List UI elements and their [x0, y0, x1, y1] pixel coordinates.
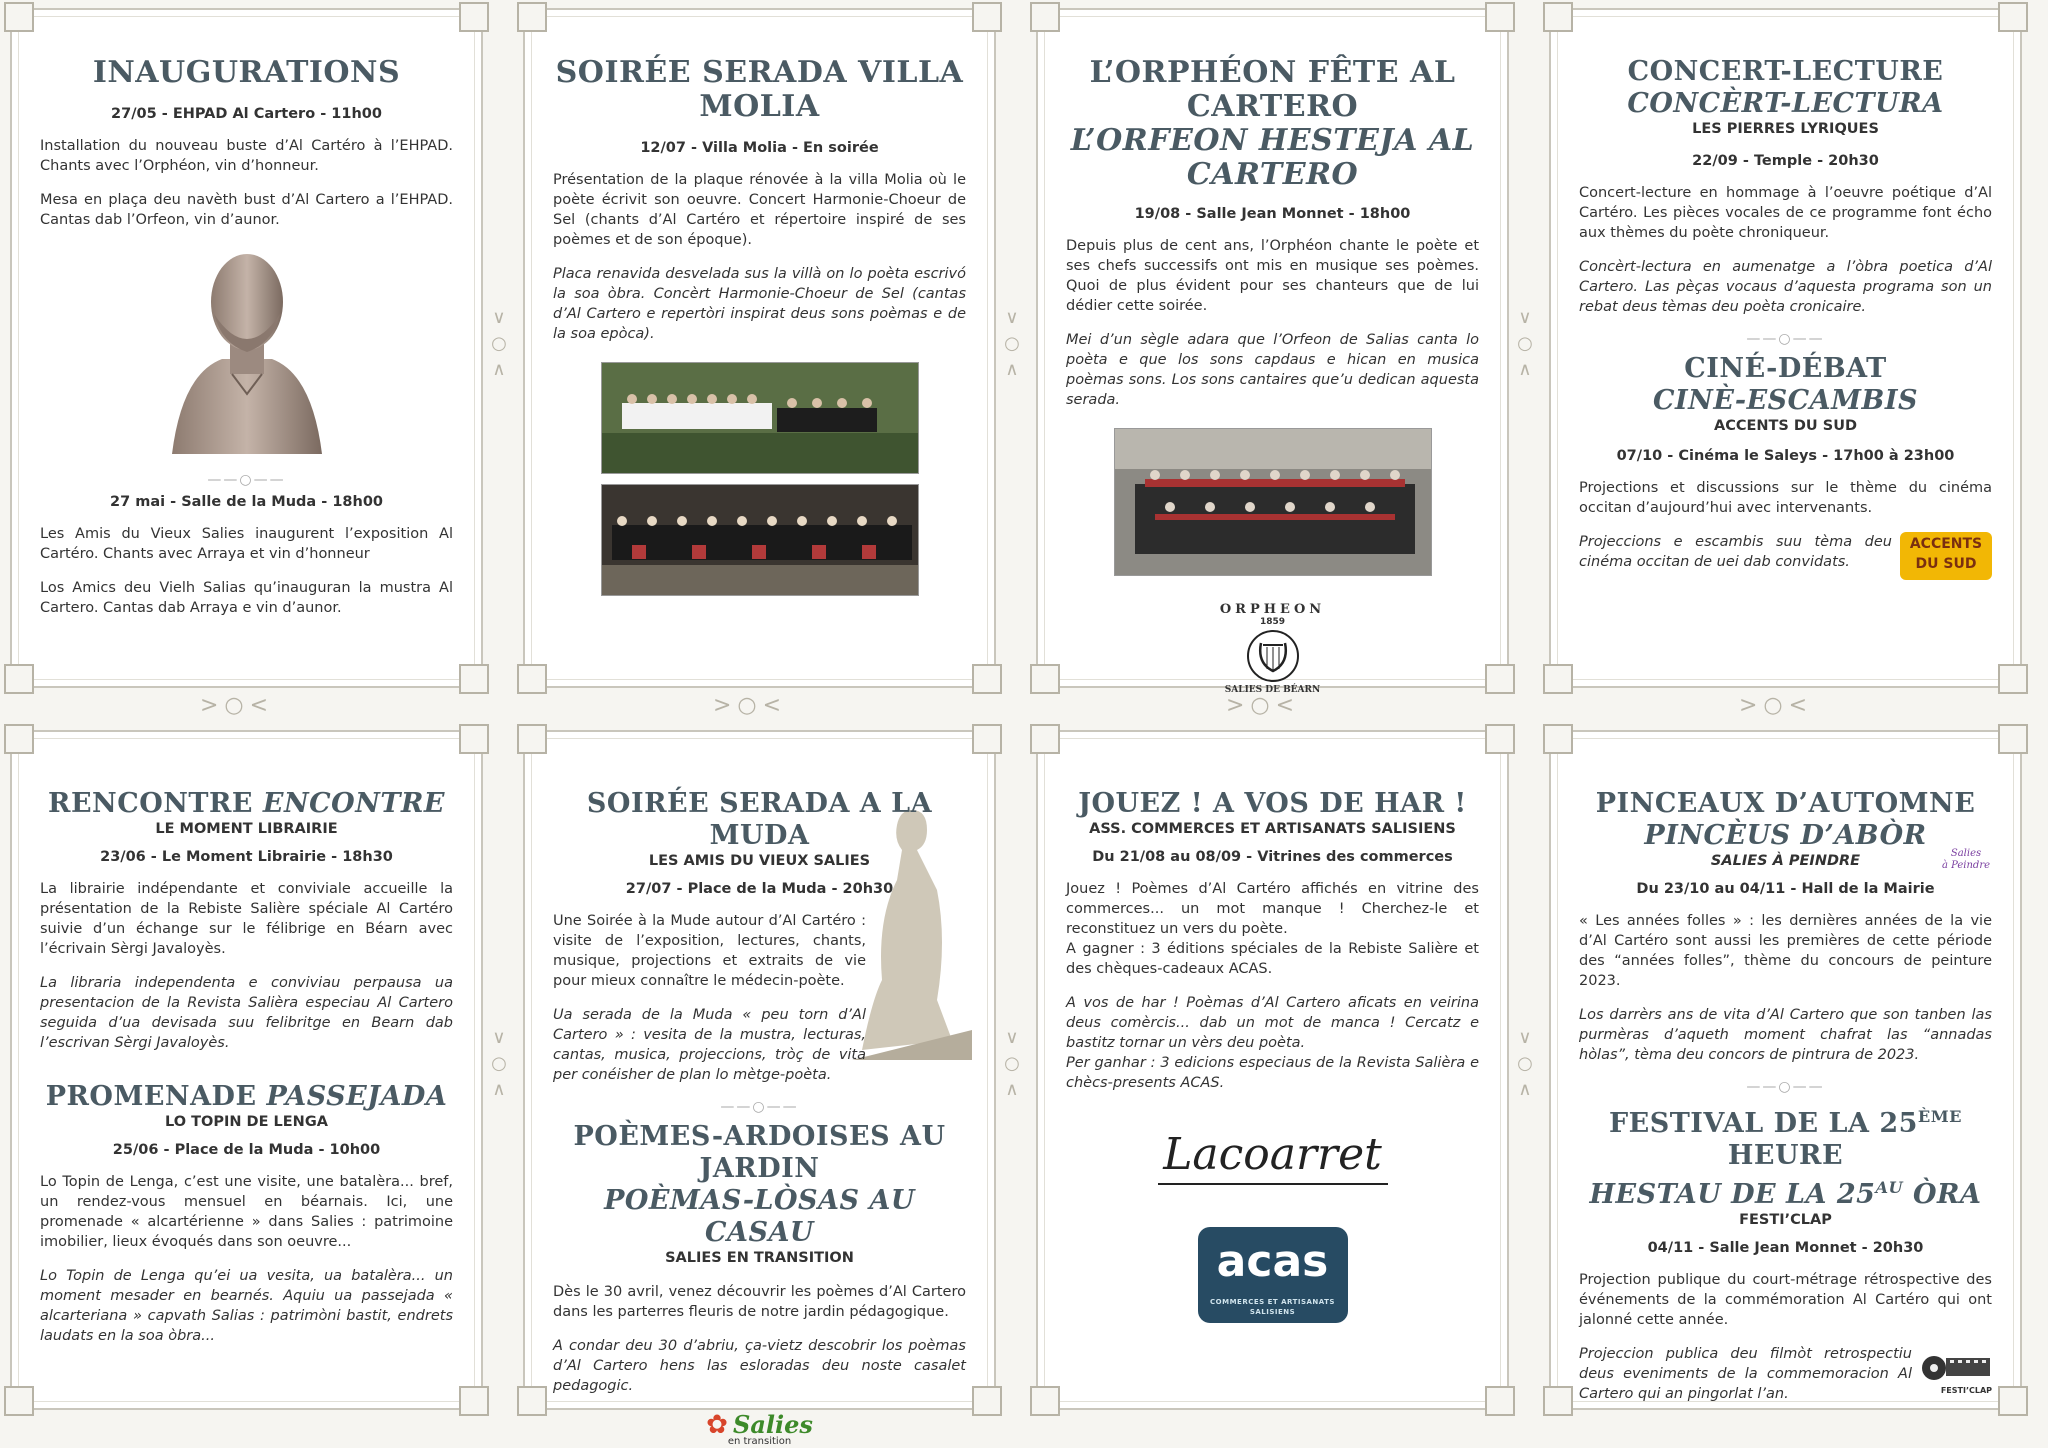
promenade-organizer: LO TOPIN DE LENGA — [165, 1114, 328, 1130]
festiclap-logo-text: FESTI’CLAP — [1940, 1386, 1992, 1395]
salies-a-peindre-logo-line1: Salies — [1950, 848, 1982, 859]
muda-title: SOIRÉE SERADA A LA MUDA — [586, 788, 933, 851]
muda-text-oc: Ua serada de la Muda « peu torn d’Al Cartero » : vesita de la mustra, lecturas, cantas, musica, projeccions, tròç de vita per conéisher de plan lo mètge-poèta. — [553, 1007, 866, 1083]
concert-text-oc: Concèrt-lectura en aumenatge a l’òbra poetica d’Al Cartero. Las pèças vocaus d’aquesta programa son un rebat deus tèmas deu poèta cronicaire. — [1579, 259, 1992, 315]
festival-title-oc-sup: AU — [1875, 1178, 1904, 1197]
frame-corner — [4, 724, 34, 754]
frame-corner — [517, 724, 547, 754]
festival-title-fr-start: FESTIVAL DE LA 25 — [1608, 1108, 1918, 1139]
frame-corner — [972, 724, 1002, 754]
frame-corner — [517, 1386, 547, 1416]
inaugurations-title: INAUGURATIONS — [92, 55, 401, 90]
muda-organizer: LES AMIS DU VIEUX SALIES — [648, 853, 871, 869]
promenade-title — [40, 1081, 453, 1113]
frame-corner — [517, 664, 547, 694]
film-reel-icon — [1920, 1348, 1992, 1382]
ardoises-title-fr: POÈMES-ARDOISES AU JARDIN — [573, 1121, 946, 1184]
acas-logo-text: acas — [1216, 1236, 1329, 1287]
festiclap-logo — [1920, 1348, 1992, 1396]
salies-logo-subtext: en transition — [727, 1436, 792, 1447]
ornament-separator: ∨ ○ ∧ — [1004, 1027, 1020, 1100]
rencontre-title-fr: RENCONTRE — [48, 788, 263, 819]
orpheon-title-oc: L’ORFEON HESTEJA AL CARTERO — [1070, 123, 1475, 192]
ornament-separator: ∨ ○ ∧ — [1517, 1027, 1533, 1100]
cine-organizer: ACCENTS DU SUD — [1713, 418, 1858, 434]
pinceaux-title-oc: PINCÈUS D’ABÒR — [1644, 820, 1927, 851]
salies-en-transition-logo — [553, 1410, 966, 1447]
rencontre-title — [40, 788, 453, 820]
inaugurations-date: 27/05 - EHPAD Al Cartero - 11h00 — [111, 106, 382, 122]
frame-corner — [1543, 664, 1573, 694]
ornament-separator: ∨ ○ ∧ — [1004, 307, 1020, 380]
promenade-date: 25/06 - Place de la Muda - 10h00 — [112, 1142, 381, 1158]
promenade-text-oc: Lo Topin de Lenga qu’ei ua vesita, ua batalèra... un moment mesader en bearnés. Aquiu ua passejada « alcarteriana » capvath Salias : patrimòni bastit, endrets laudats en la soa òbra... — [40, 1268, 453, 1344]
molia-text-oc: Placa renavida desvelada sus la villà on lo poèta escrivó la soa òbra. Concèrt Harmonie-Choeur de Sel (cantas d’Al Cartero e repertòri inspirat deus sons poèmas e de la soa epòca). — [553, 266, 966, 342]
salies-logo-text: Salies — [732, 1410, 813, 1439]
inaugurations-text-oc-2: Los Amics deu Vielh Salias qu’inauguran la mustra Al Cartero. Cantas dab Arraya e vin d’aunor. — [40, 580, 453, 616]
orpheon-title-fr: L’ORPHÉON FÊTE AL CARTERO — [1089, 55, 1456, 124]
molia-text-fr: Présentation de la plaque rénovée à la villa Molia où le poète écrivit son oeuvre. Concert Harmonie-Choeur de Sel (chants d’Al Cartéro et répertoire inspiré de ses poèmes et de son époque). — [553, 172, 966, 248]
signature: Lacoarret — [1158, 1127, 1388, 1185]
ornament-separator: ∨ ○ ∧ — [491, 307, 507, 380]
concert-date: 22/09 - Temple - 20h30 — [1692, 153, 1879, 169]
rencontre-organizer: LE MOMENT LIBRAIRIE — [155, 821, 338, 837]
ornament-separator: >○< — [1739, 693, 1814, 718]
jouez-title: JOUEZ ! A VOS DE HAR ! — [1078, 788, 1467, 819]
ornament-separator: >○< — [1226, 693, 1301, 718]
orpheon-logo-year: 1859 — [1259, 617, 1286, 627]
frame-corner — [1543, 1386, 1573, 1416]
frame-corner — [459, 664, 489, 694]
pinceaux-text-oc: Los darrèrs ans de vita d’Al Cartero que son tanben las purmèras d’aqueth moment chafrat las “annadas hòlas”, tèma deu concors de pintrura de 2023. — [1579, 1007, 1992, 1063]
frame-corner — [459, 724, 489, 754]
concert-organizer: LES PIERRES LYRIQUES — [1692, 121, 1879, 137]
frame-corner — [4, 2, 34, 32]
panel-rencontre-promenade — [10, 730, 483, 1410]
festival-title-oc-end: ÒRA — [1903, 1179, 1982, 1210]
promenade-title-fr: PROMENADE — [45, 1081, 267, 1112]
bust-image — [162, 244, 332, 466]
jouez-organizer: ASS. COMMERCES ET ARTISANATS SALISIENS — [1089, 821, 1456, 837]
cine-date: 07/10 - Cinéma le Saleys - 17h00 à 23h00 — [1616, 448, 1955, 464]
pinceaux-text-fr: « Les années folles » : les dernières années de la vie d’Al Cartéro sont aussi les premières de cette période des “années folles”, thème du concours de peinture 2023. — [1579, 913, 1992, 989]
cine-text-fr: Projections et discussions sur le thème du cinéma occitan d’aujourd’hui avec intervenants. — [1579, 480, 1992, 516]
orpheon-date: 19/08 - Salle Jean Monnet - 18h00 — [1134, 206, 1411, 222]
cine-title-fr: CINÉ-DÉBAT — [1684, 353, 1887, 384]
muda-text-fr: Une Soirée à la Mude autour d’Al Cartéro : visite de l’exposition, lectures, chants, musique, projections et extraits de vie pour mieux connaître le médecin-poète. — [553, 913, 866, 989]
frame-corner — [1030, 1386, 1060, 1416]
acas-logo — [1198, 1227, 1348, 1323]
jouez-text-fr: Jouez ! Poèmes d’Al Cartéro affichés en vitrine des commerces... un mot manque ! Cherchez-le et reconstituez un vers du poète. — [1066, 881, 1479, 937]
frame-corner — [1030, 724, 1060, 754]
frame-corner — [1543, 2, 1573, 32]
orpheon-text-fr: Depuis plus de cent ans, l’Orphéon chante le poète et ses chefs successifs ont mis en musique ses poèmes. Quoi de plus évident pour ses chanteurs que de lui dédier cette soirée. — [1066, 238, 1479, 314]
pinceaux-date: Du 23/10 au 04/11 - Hall de la Mairie — [1636, 881, 1935, 897]
frame-corner — [1998, 1386, 2028, 1416]
festival-text-oc: Projeccion publica deu filmòt retrospectiu deus eveniments de la commemoracion Al Cartero qui an pingorlat l’an. — [1579, 1346, 1912, 1402]
panel-orpheon — [1036, 8, 1509, 695]
separator: ——○—— — [1746, 1079, 1825, 1095]
accents-du-sud-logo — [1900, 532, 1992, 580]
frame-corner — [4, 1386, 34, 1416]
jouez-text-fr-prize: A gagner : 3 éditions spéciales de la Rebiste Salière et des chèques-cadeaux ACAS. — [1066, 941, 1479, 977]
choir-photo — [601, 362, 919, 474]
ornament-separator: >○< — [713, 693, 788, 718]
ardoises-organizer: SALIES EN TRANSITION — [665, 1250, 854, 1266]
orpheon-logo-name: ORPHEON — [1219, 602, 1326, 617]
pinceaux-organizer: SALIES À PEINDRE — [1710, 853, 1861, 869]
frame-corner — [1485, 2, 1515, 32]
orpheon-choir-photo — [1114, 428, 1432, 576]
frame-corner — [1485, 1386, 1515, 1416]
rencontre-text-oc: La libraria independenta e conviviau perpausa ua presentacion de la Revista Salièra especiau Al Cartero seguida d’ua devisada suu felibritge en Bearn dab l’escrivan Sèrgi Javaloyès. — [40, 975, 453, 1051]
frame-corner — [459, 1386, 489, 1416]
frame-corner — [1485, 724, 1515, 754]
ornament-separator: ∨ ○ ∧ — [491, 1027, 507, 1100]
separator: ——○—— — [207, 472, 286, 488]
harmonie-photo — [601, 484, 919, 596]
panel-pinceaux-festival — [1549, 730, 2022, 1410]
promenade-title-oc: PASSEJADA — [266, 1081, 448, 1112]
separator: ——○—— — [1746, 331, 1825, 347]
ornament-separator: >○< — [200, 693, 275, 718]
panel-concert-cine — [1549, 8, 2022, 688]
festival-date: 04/11 - Salle Jean Monnet - 20h30 — [1647, 1240, 1924, 1256]
festival-title-oc — [1579, 1172, 1992, 1211]
accents-du-sud-logo-line1: ACCENTS — [1909, 536, 1983, 552]
frame-corner — [1998, 724, 2028, 754]
separator: ——○—— — [720, 1099, 799, 1115]
frame-corner — [972, 1386, 1002, 1416]
ardoises-text-fr: Dès le 30 avril, venez découvrir les poèmes d’Al Cartero dans les parterres fleuris de notre jardin pédagogique. — [553, 1284, 966, 1320]
ardoises-title-oc: POÈMAS-LÒSAS AU CASAU — [604, 1185, 915, 1248]
frame-corner — [1030, 2, 1060, 32]
frame-corner — [972, 2, 1002, 32]
rencontre-text-fr: La librairie indépendante et conviviale accueille la présentation de la Rebiste Salière spéciale Al Cartéro suivie d’un échange sur le félibrige en Béarn avec l’écrivain Sèrgi Javaloyès. — [40, 881, 453, 957]
festival-text-fr: Projection publique du court-métrage rétrospective des événements de la commémoration Al Cartéro qui ont jalonné cette année. — [1579, 1272, 1992, 1328]
festival-title-fr-end: HEURE — [1727, 1140, 1844, 1171]
frame-corner — [1030, 664, 1060, 694]
molia-date: 12/07 - Villa Molia - En soirée — [640, 140, 879, 156]
acas-logo-subtext: COMMERCES ET ARTISANATS SALISIENS — [1210, 1298, 1335, 1316]
ardoises-text-oc: A condar deu 30 d’abriu, ça-vietz descobrir los poèmas d’Al Cartero hens las esloradas deu noste casalet pedagogic. — [553, 1338, 966, 1394]
panel-villa-molia — [523, 8, 996, 688]
concert-title-oc: CONCÈRT-LECTURA — [1627, 88, 1944, 119]
frame-corner — [1998, 2, 2028, 32]
pinceaux-title-fr: PINCEAUX D’AUTOMNE — [1595, 788, 1976, 819]
rencontre-title-oc: ENCONTRE — [262, 788, 445, 819]
frame-corner — [517, 2, 547, 32]
lyre-icon — [1243, 629, 1303, 683]
panel-muda-ardoises — [523, 730, 996, 1447]
promenade-text-fr: Lo Topin de Lenga, c’est une visite, une batalèra... bref, un rendez-vous mensuel en béarnais. Ici, une promenade « alcartérienne » dans Salies : patrimoine imobilier, lieux évoqués dans son oeuvre... — [40, 1174, 453, 1250]
panel-jouez — [1036, 730, 1509, 1410]
festival-title-fr-sup: ÈME — [1917, 1107, 1963, 1126]
concert-title-fr: CONCERT-LECTURE — [1627, 56, 1944, 87]
inaugurations-text-oc: Mesa en plaça deu navèth bust d’Al Cartero a l’EHPAD. Cantas dab l’Orfeon, vin d’aunor. — [40, 192, 453, 228]
ornament-separator: ∨ ○ ∧ — [1517, 307, 1533, 380]
inaugurations-text-fr-2: Les Amis du Vieux Salies inaugurent l’exposition Al Cartéro. Chants avec Arraya et vin d’honneur — [40, 526, 453, 562]
jouez-date: Du 21/08 au 08/09 - Vitrines des commerces — [1092, 849, 1453, 865]
cine-text-oc: Projeccions e escambis suu tèma deu cinéma occitan de uei dab convidats. — [1579, 534, 1892, 570]
orpheon-logo-town: SALIES DE BÉARN — [1224, 685, 1321, 695]
rencontre-date: 23/06 - Le Moment Librairie - 18h30 — [100, 849, 393, 865]
orpheon-logo — [1066, 602, 1479, 695]
frame-corner — [972, 664, 1002, 694]
festival-title-oc-start: HESTAU DE LA 25 — [1589, 1179, 1876, 1210]
salies-a-peindre-logo-line2: à Peindre — [1941, 860, 1991, 871]
frame-corner — [1543, 724, 1573, 754]
festival-title-fr — [1579, 1101, 1992, 1172]
frame-corner — [4, 664, 34, 694]
frame-corner — [1998, 664, 2028, 694]
cine-title-oc: CINÈ-ESCAMBIS — [1653, 385, 1918, 416]
flower-icon: ✿ — [706, 1410, 728, 1440]
molia-title: SOIRÉE SERADA VILLA MOLIA — [555, 55, 964, 124]
muda-date: 27/07 - Place de la Muda - 20h30 — [625, 881, 894, 897]
festival-organizer: FESTI’CLAP — [1739, 1212, 1832, 1228]
jouez-text-oc-prize: Per ganhar : 3 edicions especiaus de la Revista Salièra e chècs-presents ACAS. — [1066, 1055, 1479, 1091]
concert-text-fr: Concert-lecture en hommage à l’oeuvre poétique d’Al Cartéro. Les pièces vocales de ce programme font écho aux thèmes du poète chroniqueur. — [1579, 185, 1992, 241]
accents-du-sud-logo-line2: DU SUD — [1915, 556, 1977, 572]
inaugurations-text-fr: Installation du nouveau buste d’Al Cartéro à l’EHPAD. Chants avec l’Orphéon, vin d’honneur. — [40, 138, 453, 174]
orpheon-text-oc: Mei d’un sègle adara que l’Orfeon de Salias canta lo poèta e que los sons capdaus e hican en musica poèmas sons. Los sons cantaires que’u dedican aquesta serada. — [1066, 332, 1479, 408]
salies-a-peindre-logo — [1940, 848, 1992, 872]
frame-corner — [1485, 664, 1515, 694]
frame-corner — [459, 2, 489, 32]
jouez-text-oc: A vos de har ! Poèmas d’Al Cartero aficats en veirina deus comèrcis... dab un mot de manca ! Cercatz e bastitz tornar un vèrs deu poèta. — [1066, 995, 1479, 1051]
panel-inaugurations — [10, 8, 483, 688]
inaugurations-date-2: 27 mai - Salle de la Muda - 18h00 — [109, 494, 384, 510]
